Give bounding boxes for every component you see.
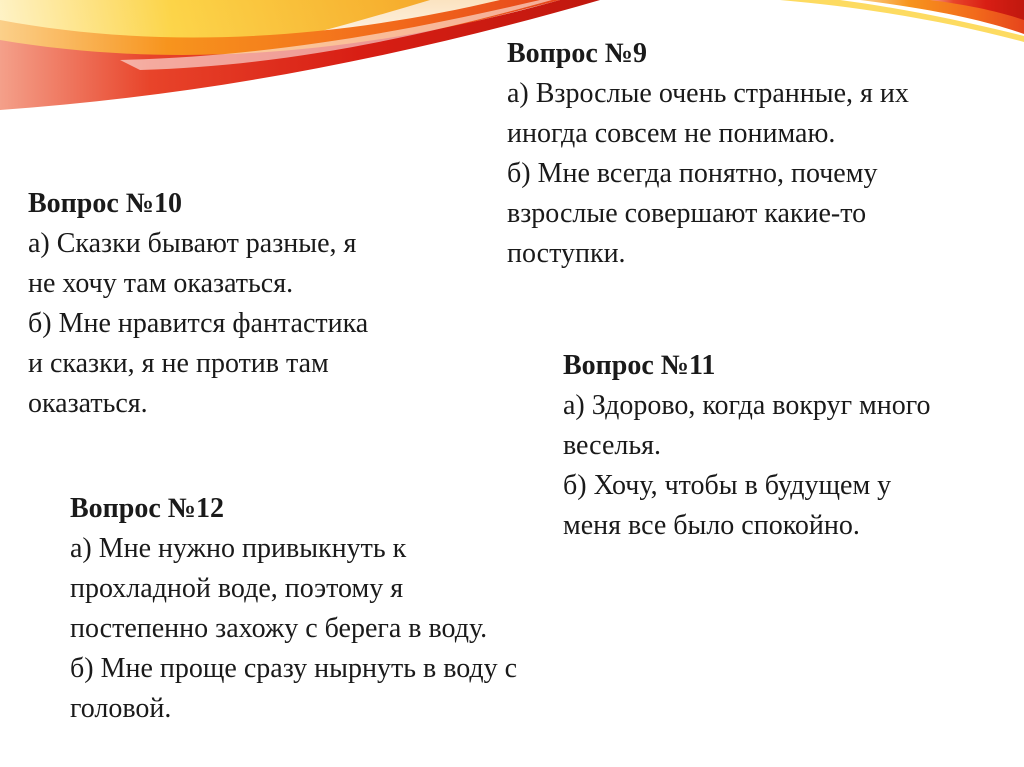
question-11-block [563,346,931,546]
question-9-line-3: б) Мне всегда понятно, почему [507,158,878,189]
question-9-line-2: иногда совсем не понимаю. [507,118,836,149]
question-11-line-4: меня все было спокойно. [563,510,860,541]
question-10-block [28,184,368,424]
question-10-line-2: не хочу там оказаться. [28,268,294,299]
question-11-title: Вопрос №11 [563,350,716,381]
question-9-line-4: взрослые совершают какие-то [507,198,867,229]
question-12-title: Вопрос №12 [70,493,224,524]
question-9-line-1: а) Взрослые очень странные, я их [507,78,909,109]
question-10-line-1: а) Сказки бывают разные, я [28,228,357,259]
question-10-title: Вопрос №10 [28,188,182,219]
question-9-block [507,34,909,274]
question-12-line-3: постепенно захожу с берега в воду. [70,613,488,644]
question-10-line-3: б) Мне нравится фантастика [28,308,369,339]
question-12-line-5: головой. [70,693,172,724]
question-12-line-1: а) Мне нужно привыкнуть к [70,533,407,564]
question-11-line-3: б) Хочу, чтобы в будущем у [563,470,892,501]
question-10-line-4: и сказки, я не против там [28,348,329,379]
question-12-line-2: прохладной воде, поэтому я [70,573,404,604]
question-11-line-1: а) Здорово, когда вокруг много [563,390,931,421]
question-9-line-5: поступки. [507,238,626,269]
question-9-title: Вопрос №9 [507,38,647,69]
question-11-line-2: веселья. [563,430,661,461]
question-12-block [70,489,517,729]
question-12-line-4: б) Мне проще сразу нырнуть в воду с [70,653,518,684]
question-10-line-5: оказаться. [28,388,148,419]
